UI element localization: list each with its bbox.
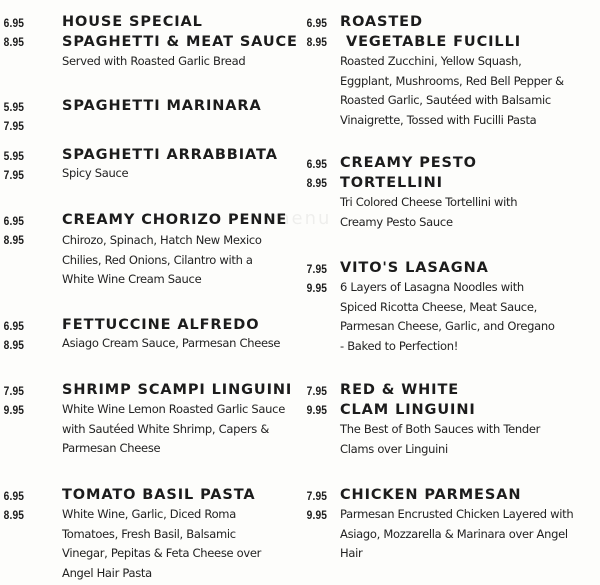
price-small: 6.95 — [306, 157, 328, 171]
price-block — [4, 98, 24, 136]
price-large: 7.95 — [3, 119, 25, 133]
price-block — [307, 260, 327, 298]
item-name: VITO'S LASAGNA — [340, 260, 489, 276]
item-description: Roasted Zucchini, Yellow Squash, Eggplant, Mushrooms, Red Bell Pepper & Roasted Garlic, Sautéed with Balsamic Vinaigrette, Tossed with Fucilli Pasta — [340, 54, 564, 127]
price-large: 9.95 — [306, 508, 328, 522]
price-large: 9.95 — [306, 281, 328, 295]
price-block — [4, 147, 24, 185]
price-small: 7.95 — [306, 384, 328, 398]
price-block — [307, 487, 327, 525]
price-small: 6.95 — [3, 214, 25, 228]
price-large: 9.95 — [306, 403, 328, 417]
watermark: menu — [272, 208, 332, 229]
item-description: 6 Layers of Lasagna Noodles with Spiced Ricotta Cheese, Meat Sauce, Parmesan Cheese, Garlic, and Oregano - Baked to Perfection! — [340, 280, 555, 353]
price-large: 8.95 — [306, 176, 328, 190]
item-name: CREAMY PESTO TORTELLINI — [340, 155, 477, 191]
item-description: Asiago Cream Sauce, Parmesan Cheese — [62, 336, 281, 350]
price-block — [307, 382, 327, 420]
item-name: HOUSE SPECIAL SPAGHETTI & MEAT SAUCE — [62, 14, 298, 50]
price-block — [307, 155, 327, 193]
price-small: 6.95 — [3, 319, 25, 333]
item-name: FETTUCCINE ALFREDO — [62, 317, 260, 333]
item-name: SPAGHETTI ARRABBIATA — [62, 147, 278, 163]
item-description: Served with Roasted Garlic Bread — [62, 54, 246, 68]
price-small: 7.95 — [306, 489, 328, 503]
item-description: Parmesan Encrusted Chicken Layered with Asiago, Mozzarella & Marinara over Angel Hair — [340, 507, 574, 560]
item-description: White Wine Lemon Roasted Garlic Sauce with Sautéed White Shrimp, Capers & Parmesan Cheese — [62, 402, 285, 455]
price-large: 8.95 — [306, 35, 328, 49]
item-description: White Wine, Garlic, Diced Roma Tomatoes, Fresh Basil, Balsamic Vinegar, Pepitas & Feta Cheese over Angel Hair Pasta — [62, 507, 262, 580]
price-block — [4, 212, 24, 250]
price-large: 8.95 — [3, 338, 25, 352]
price-small: 7.95 — [306, 262, 328, 276]
price-large: 8.95 — [3, 508, 25, 522]
price-small: 5.95 — [3, 149, 25, 163]
price-block — [307, 14, 327, 52]
item-description: Chirozo, Spinach, Hatch New Mexico Chilies, Red Onions, Cilantro with a White Wine Cream Sauce — [62, 233, 262, 286]
item-name: CHICKEN PARMESAN — [340, 487, 522, 503]
price-small: 6.95 — [3, 489, 25, 503]
price-small: 6.95 — [3, 16, 25, 30]
item-description: Tri Colored Cheese Tortellini with Creamy Pesto Sauce — [340, 195, 518, 229]
price-block — [4, 382, 24, 420]
price-block — [4, 14, 24, 52]
price-large: 8.95 — [3, 35, 25, 49]
price-block — [4, 487, 24, 525]
price-small: 5.95 — [3, 100, 25, 114]
price-large: 7.95 — [3, 168, 25, 182]
item-name: TOMATO BASIL PASTA — [62, 487, 256, 503]
price-small: 6.95 — [306, 16, 328, 30]
item-name: RED & WHITE CLAM LINGUINI — [340, 382, 476, 418]
price-large: 9.95 — [3, 403, 25, 417]
item-name: CREAMY CHORIZO PENNE — [62, 212, 288, 228]
price-block — [4, 317, 24, 355]
item-description: Spicy Sauce — [62, 166, 129, 180]
price-large: 8.95 — [3, 233, 25, 247]
item-name: SHRIMP SCAMPI LINGUINI — [62, 382, 293, 398]
item-name: ROASTED VEGETABLE FUCILLI — [340, 14, 522, 50]
price-small: 7.95 — [3, 384, 25, 398]
item-description: The Best of Both Sauces with Tender Clams over Linguini — [340, 422, 541, 456]
item-name: SPAGHETTI MARINARA — [62, 98, 262, 114]
